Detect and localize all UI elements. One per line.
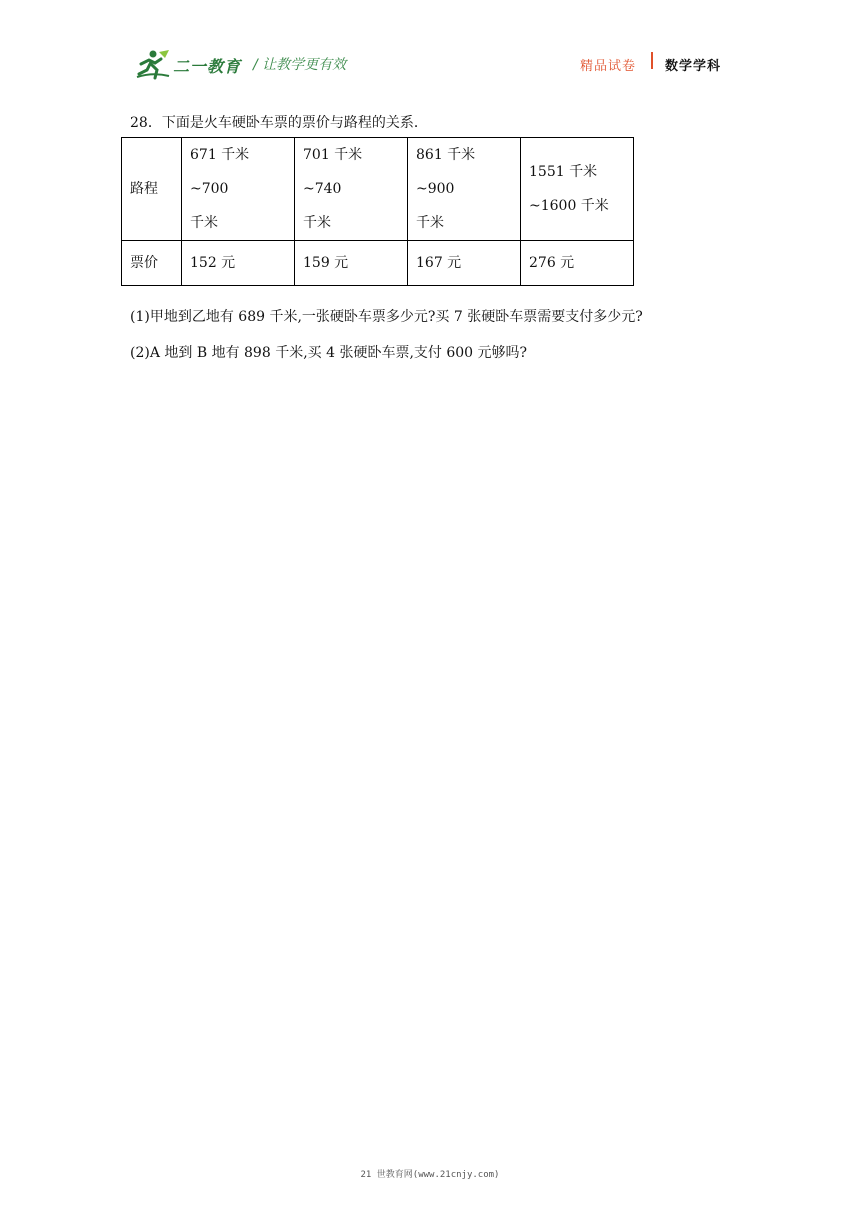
cell-line: 千米	[303, 215, 331, 231]
logo	[135, 48, 245, 80]
cell-line: 千米	[190, 215, 218, 231]
fare-table	[121, 137, 634, 286]
table-row	[122, 138, 634, 241]
table-cell	[295, 138, 408, 241]
table-cell: 152 元	[182, 241, 295, 286]
page-header	[0, 0, 860, 90]
cell-line: 701 千米~740	[303, 147, 363, 197]
cell-line: 千米	[416, 215, 444, 231]
table-cell	[408, 138, 521, 241]
question-title: 28．下面是火车硬卧车票的票价与路程的关系．	[130, 115, 428, 131]
sub-question-1: (1)甲地到乙地有 689 千米,一张硬卧车票多少元?买 7 张硬卧车票需要支付多少元?	[130, 309, 643, 325]
table-cell	[182, 138, 295, 241]
cell-line: 1551 千米	[529, 164, 598, 180]
table-cell: 159 元	[295, 241, 408, 286]
row-header-distance: 路程	[122, 138, 182, 241]
header-divider	[651, 52, 653, 69]
cell-line: 861 千米~900	[416, 147, 476, 197]
logo-text: 二一教育	[173, 57, 242, 76]
table-row	[122, 241, 634, 286]
slogan: / 让教学更有效	[253, 57, 347, 73]
sub-question-2: (2)A 地到 B 地有 898 千米,买 4 张硬卧车票,支付 600 元够吗?	[130, 345, 528, 361]
tag-label: 精品试卷	[580, 59, 637, 74]
runner-logo-icon	[135, 48, 171, 80]
table-cell: 276 元	[521, 241, 634, 286]
page-footer: 21 世教育网(www.21cnjy.com)	[360, 1170, 500, 1180]
row-header-price: 票价	[122, 241, 182, 286]
cell-line: 671 千米~700	[190, 147, 250, 197]
cell-line: ~1600 千米	[529, 198, 609, 214]
table-cell: 167 元	[408, 241, 521, 286]
subject-label: 数学学科	[665, 59, 722, 74]
table-cell	[521, 138, 634, 241]
